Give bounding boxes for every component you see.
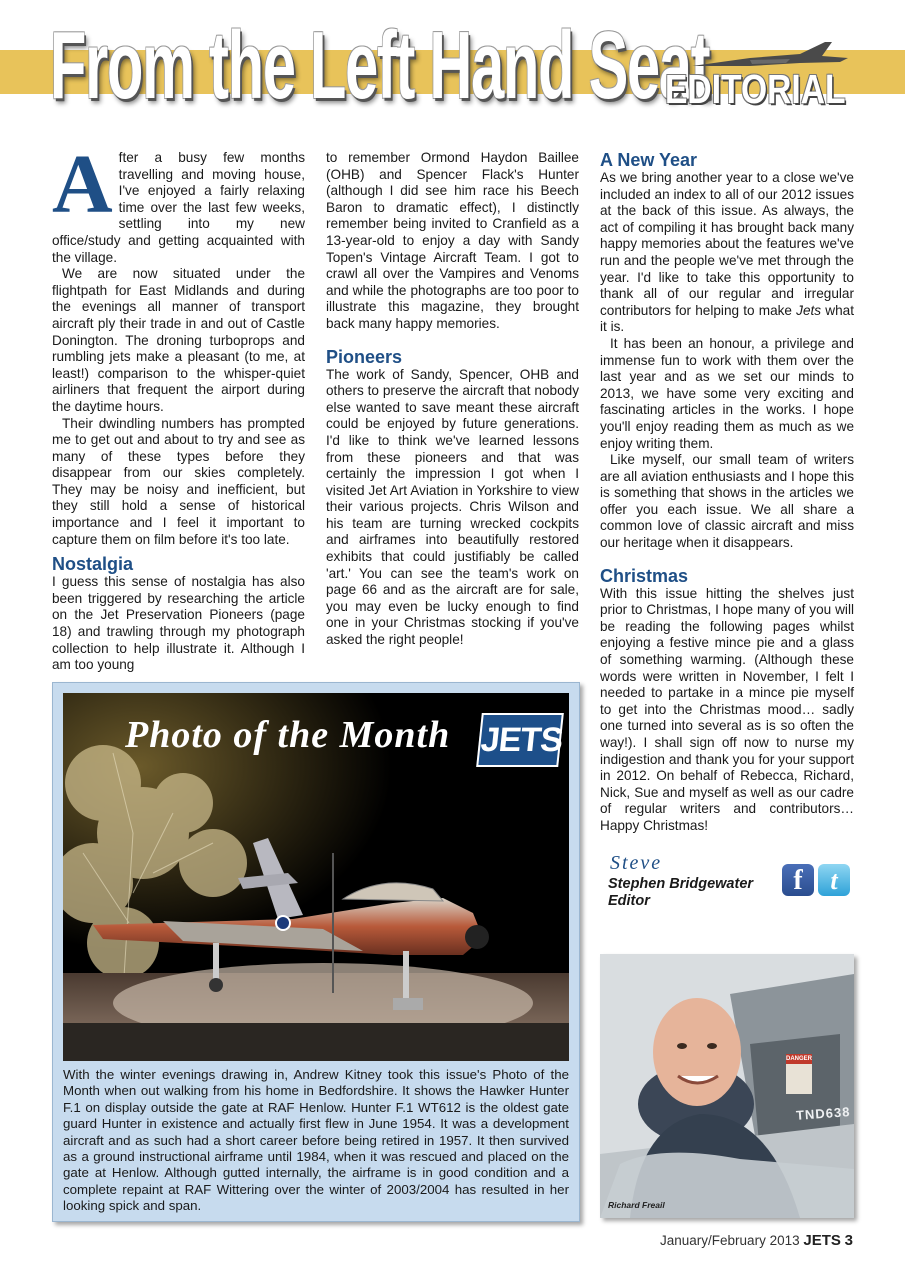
section-label: EDITORIAL xyxy=(665,66,846,112)
paragraph: Like myself, our small team of writers are all aviation enthusiasts and I hope this is something that shows in the articles we offer you each issue. We all share a common love of classic aircraft and miss our heritage when it disappears. xyxy=(600,452,854,551)
heading-nostalgia: Nostalgia xyxy=(52,554,134,575)
editor-name: Stephen Bridgewater xyxy=(608,876,754,892)
heading-christmas: Christmas xyxy=(600,565,689,586)
column-3 xyxy=(600,150,854,835)
paragraph: With this issue hitting the shelves just prior to Christmas, I hope many of you will be reading the following pages whilst enjoying a festive mince pie and a glass of something warming. (Although these words were written in November, I felt I needed to partake in a mince pie myself to get into the Christmas mood… sadly one turned into several as is so often the way!). I shall sign off now to nurse my indigestion and thank you for your support in 2012. On behalf of Rebecca, Richard, Nick, Sue and myself as well as our cadre of regular writers and contributors… Happy Christmas! xyxy=(600,585,854,833)
editor-portrait xyxy=(600,954,854,1218)
photo-of-the-month-box xyxy=(52,682,580,1222)
paragraph: The work of Sandy, Spencer, OHB and others to preserve the aircraft that nobody else wanted to save meant these aircraft could be enjoyed by future generations. I'd like to think we've learned lessons from these pioneers and that was certainly the impression I got when I visited Jet Art Aviation in Yorkshire to view their various projects. Chris Wilson and his team are turning wrecked cockpits and airframes into beautifully restored exhibits that could justifiably be called 'art.' You can see the team's work on page 66 and as the aircraft are for sale, you may even be lucky enough to find one in your Christmas stocking if you've asked the right people! xyxy=(326,366,579,648)
page-footer xyxy=(660,1232,853,1249)
column-1 xyxy=(52,138,305,674)
intro-paragraph: After a busy few months travelling and moving house, I've enjoyed a fairly relaxing time over the last few weeks, settling into my new office/study and getting acquainted with the village. xyxy=(52,138,305,265)
paragraph: Their dwindling numbers has prompted me to get out and about to try and see as many of these types before they disappear from our skies completely. They may be noisy and inefficient, but they still hold a sense of historical importance and I feel it important to capture them on film before it's too late. xyxy=(52,415,305,547)
photo-credit: Richard Freail xyxy=(608,1200,665,1210)
jets-logo: JETS xyxy=(476,713,564,767)
aircraft-serial: TND638 xyxy=(795,1104,851,1123)
facebook-icon[interactable]: f xyxy=(782,864,814,896)
heading-new-year: A New Year xyxy=(600,150,698,170)
page-title: From the Left Hand Seat xyxy=(50,12,710,119)
hunter-photo xyxy=(63,693,569,1061)
danger-placard: DANGER xyxy=(786,1056,813,1062)
paragraph: We are now situated under the flightpath for East Midlands and during the evenings all manner of transport aircraft ply their trade in and out of Castle Donington. The droning turboprops and rumbling jets make a pleasant (to me, at least!) comparison to the whisper-quiet airliners that frequent the airport during the daytime hours. xyxy=(52,266,305,414)
editor-role: Editor xyxy=(608,893,650,909)
editor-byline xyxy=(608,876,753,910)
signature-script: Steve xyxy=(610,852,663,874)
drop-cap: A xyxy=(52,138,113,231)
photo-caption: With the winter evenings drawing in, Andrew Kitney took this issue's Photo of the Month when out walking from his home in Bedfordshire. It shows the Hawker Hunter F.1 on display outside the gate at RAF Henlow. Hunter F.1 WT612 is the oldest gate guard Hunter in existence and actually first flew in June 1954. It was a development aircraft and as such had a short career before being retired in 1957. It then survived as a ground instructional airframe until 1984, when it was rescued and placed on the gate at Henlow. Although gutted internally, the airframe is in good condition and a complete repaint at RAF Wittering over the winter of 2003/2004 has resulted in her looking spick and span. xyxy=(63,1067,569,1214)
paragraph: I guess this sense of nostalgia has also been triggered by researching the article on the Jet Preservation Pioneers (page 18) and trawling through my photograph collection to help illustrate it. Although I am too young xyxy=(52,574,305,673)
page-number: 3 xyxy=(844,1232,853,1249)
paragraph: As we bring another year to a close we've included an index to all of our 2012 issues at the back of this issue. As always, the act of compiling it has brought back many happy memories about the features we've run and the people we've met through the year. I'd like to take this opportunity to thank all of our regular and irregular contributors for helping to make Jets what it is. xyxy=(600,170,854,335)
issue-date: January/February 2013 xyxy=(660,1233,800,1248)
paragraph: to remember Ormond Haydon Baillee (OHB) and Spencer Flack's Hunter (although I did see him race his Beech Baron to dramatic effect), I distinctly remember being invited to Cranfield as a 13-year-old to enjoy a day with Sandy Topen's Vintage Aircraft Team. I got to crawl all over the Vampires and Venoms and while the photographs are too poor to illustrate this magazine, they brought back many happy memories. xyxy=(326,150,579,331)
paragraph: It has been an honour, a privilege and immense fun to work with them over the last year and as we set our minds to 2013, we have some very exciting and fascinating articles in the works. I hope you'll enjoy reading them as much as we enjoy writing them. xyxy=(600,335,854,451)
heading-pioneers: Pioneers xyxy=(326,346,403,367)
twitter-icon[interactable]: t xyxy=(818,864,850,896)
column-2 xyxy=(326,150,579,649)
photo-of-the-month-title: Photo of the Month xyxy=(125,714,451,756)
magazine-name: JETS xyxy=(803,1232,841,1249)
